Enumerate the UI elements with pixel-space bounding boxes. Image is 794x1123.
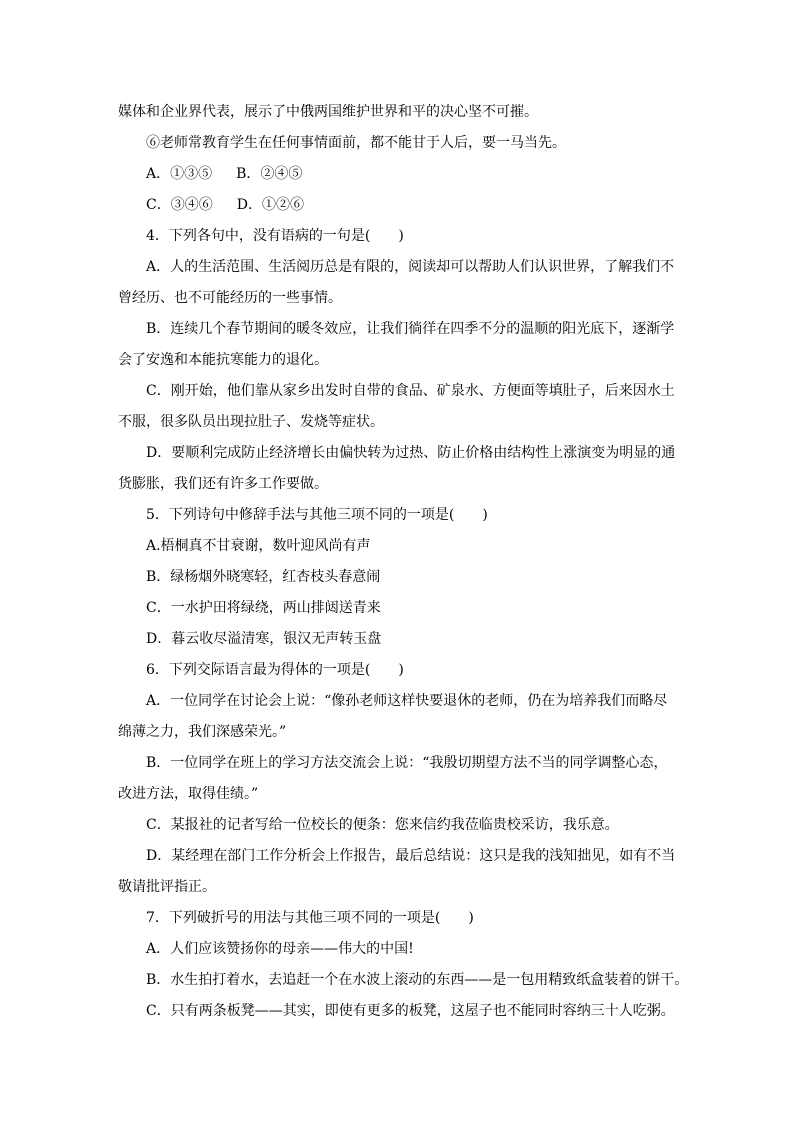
answer-option: C．③④⑥: [146, 197, 213, 213]
text-line: A．一位同学在讨论会上说：“像孙老师这样快要退休的老师，仍在为培养我们而略尽: [146, 693, 668, 709]
text-line: A．人的生活范围、生活阅历总是有限的，阅读却可以帮助人们认识世界，了解我们不: [146, 259, 675, 275]
answer-option: A．①③⑤: [146, 166, 213, 182]
text-line: C．刚开始，他们靠从家乡出发时自带的食品、矿泉水、方便面等填肚子，后来因水土: [146, 383, 675, 399]
text-line: C．某报社的记者写给一位校长的便条：您来信约我莅临贵校采访，我乐意。: [146, 817, 619, 833]
answer-option: D．①②⑥: [236, 197, 304, 213]
text-line: 7．下列破折号的用法与其他三项不同的一项是( ): [146, 910, 474, 926]
text-line: 媒体和企业界代表，展示了中俄两国维护世界和平的决心坚不可摧。: [118, 104, 538, 120]
text-line: 货膨胀，我们还有许多工作要做。: [118, 476, 328, 492]
text-line: B．绿杨烟外晓寒轻，红杏枝头春意闹: [146, 569, 381, 585]
text-line: ⑥老师常教育学生在任何事情面前，都不能甘于人后，要一马当先。: [146, 135, 566, 151]
text-line: D．暮云收尽溢清寒，银汉无声转玉盘: [146, 631, 382, 647]
text-line: C．只有两条板凳——其实，即使有更多的板凳，这屋子也不能同时容纳三十人吃粥。: [146, 1003, 675, 1019]
answer-options-row: [118, 190, 680, 221]
answer-options-row: [118, 159, 680, 190]
text-line: 4．下列各句中，没有语病的一句是( ): [146, 228, 404, 244]
text-line: B．水生拍打着水，去追赶一个在水波上滚动的东西——是一包用精致纸盒装着的饼干。: [146, 972, 689, 988]
text-line: A.梧桐真不甘衰谢，数叶迎风尚有声: [146, 538, 371, 554]
text-line: 不服，很多队员出现拉肚子、发烧等症状。: [118, 414, 384, 430]
text-line: C．一水护田将绿绕，两山排闼送青来: [146, 600, 381, 616]
text-line: 6．下列交际语言最为得体的一项是( ): [146, 662, 404, 678]
document-body: [118, 97, 689, 1027]
answer-option: B．②④⑤: [236, 166, 303, 182]
text-line: 改进方法，取得佳绩。”: [118, 786, 259, 802]
text-line: B．连续几个春节期间的暖冬效应，让我们徜徉在四季不分的温顺的阳光底下，逐渐学: [146, 321, 675, 337]
text-line: B．一位同学在班上的学习方法交流会上说：“我殷切期望方法不当的同学调整心态，: [146, 755, 668, 771]
text-line: 敬请批评指正。: [118, 879, 216, 895]
text-line: 绵薄之力，我们深感荣光。”: [118, 724, 287, 740]
text-line: 5．下列诗句中修辞手法与其他三项不同的一项是( ): [146, 507, 488, 523]
text-line: D．某经理在部门工作分析会上作报告，最后总结说：这只是我的浅知拙见，如有不当: [146, 848, 676, 864]
text-line: 曾经历、也不可能经历的一些事情。: [118, 290, 342, 306]
text-line: A．人们应该赞扬你的母亲——伟大的中国!: [146, 941, 414, 957]
text-line: D．要顺利完成防止经济增长由偏快转为过热、防止价格由结构性上涨演变为明显的通: [146, 445, 676, 461]
text-line: 会了安逸和本能抗寒能力的退化。: [118, 352, 328, 368]
